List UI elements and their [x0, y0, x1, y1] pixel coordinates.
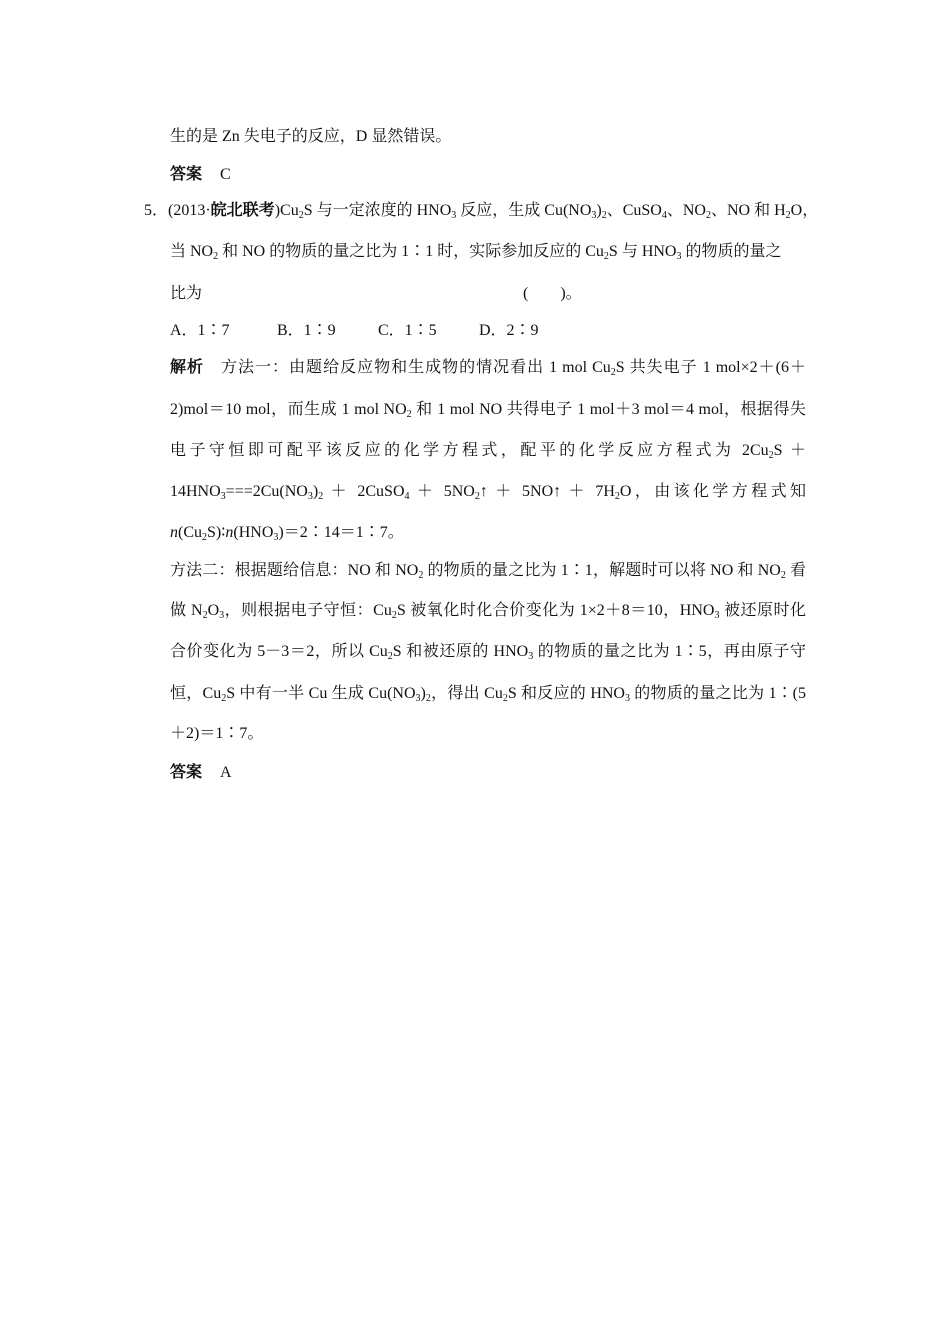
solution-text: 合价变化为 5－3＝2，所以 Cu — [170, 643, 388, 660]
stem-text: 当 NO — [170, 243, 214, 260]
solution-text: 方法二：根据题给信息：NO 和 NO — [170, 562, 419, 579]
stem-text: 、NO 和 H — [710, 202, 786, 219]
stem-text: ) — [596, 202, 602, 219]
option-b: B．1∶9 — [277, 322, 336, 339]
stem-text: 的物质的量之 — [681, 243, 782, 260]
solution-text: ＋ 2CuSO — [323, 483, 405, 500]
question-source: 皖北联考 — [210, 202, 275, 219]
solution-text: ，则根据电子守恒：Cu — [224, 602, 392, 619]
source-close: ) — [274, 202, 281, 219]
solution-text: 的物质的量之比为 1∶1，解题时可以将 NO 和 NO — [423, 562, 781, 579]
subscript: 2 — [418, 570, 424, 581]
subscript: 2 — [601, 210, 607, 221]
prev-explanation-line: 生的是 Zn 失电子的反应，D 显然错误。 — [170, 128, 452, 145]
subscript: 3 — [676, 251, 682, 262]
solution-m1-line-1 — [170, 357, 806, 379]
question-5-line-2 — [170, 241, 782, 263]
subscript: 3 — [528, 651, 534, 662]
solution-text: O — [207, 602, 220, 619]
solution-text: 被还原时化 — [719, 602, 806, 619]
solution-text: ===2Cu(NO — [225, 483, 308, 500]
question-number: 5． — [144, 202, 169, 219]
answer-label: 答案 — [170, 764, 203, 781]
solution-text: S 和反应的 HNO — [507, 685, 625, 702]
subscript: 2 — [202, 610, 208, 621]
option-a: A．1∶7 — [170, 322, 230, 339]
answer-label: 答案 — [170, 166, 203, 183]
subscript: 2 — [221, 693, 227, 704]
solution-text: 恒，Cu — [170, 685, 222, 702]
solution-text: ，得出 Cu — [430, 685, 503, 702]
solution-text: 和 1 mol NO 共得电子 1 mol＋3 mol＝4 mol，根据得失 — [411, 401, 806, 418]
subscript: 2 — [202, 532, 207, 543]
subscript: 3 — [451, 210, 457, 221]
subscript: 2 — [502, 693, 508, 704]
solution-text: ) — [312, 483, 319, 500]
answer-value: A — [220, 764, 232, 781]
solution-text: (Cu — [178, 524, 202, 541]
stem-text: S 与一定浓度的 HNO — [303, 202, 452, 219]
solution-text: S 共失电子 1 mol×2＋(6＋ — [615, 359, 806, 376]
italic-n: n — [225, 524, 234, 541]
option-d: D．2∶9 — [479, 322, 539, 339]
subscript: 2 — [768, 450, 774, 461]
solution-text: O，由该化学方程式知 — [619, 483, 806, 500]
subscript: 2 — [614, 491, 620, 502]
subscript: 2 — [603, 251, 609, 262]
solution-text: S ＋ — [773, 442, 806, 459]
answer-value: C — [220, 166, 231, 183]
subscript: 3 — [273, 532, 279, 543]
solution-text: S 中有一半 Cu 生成 Cu(NO — [226, 685, 416, 702]
question-5-line-3: 比为 — [170, 285, 203, 302]
solution-text: 看 — [785, 562, 806, 579]
solution-m1-line-2 — [170, 399, 806, 421]
subscript: 2 — [213, 251, 219, 262]
subscript: 2 — [406, 409, 412, 420]
solution-text: S 被氧化时化合价变化为 1×2＋8＝10，HNO — [396, 602, 715, 619]
solution-text: S)∶ — [207, 524, 226, 541]
solution-m2-line-1 — [170, 560, 806, 582]
solution-m1-equation — [170, 481, 806, 503]
subscript: 2 — [387, 651, 393, 662]
solution-m1-ratio — [170, 522, 404, 544]
stem-text: O， — [790, 202, 819, 219]
subscript: 4 — [404, 491, 410, 502]
solution-text: (HNO — [233, 524, 274, 541]
stem-text: 、CuSO — [606, 202, 662, 219]
subscript: 3 — [220, 491, 226, 502]
subscript: 3 — [307, 491, 313, 502]
italic-n: n — [170, 524, 178, 541]
solution-text: 电子守恒即可配平该反应的化学方程式，配平的化学反应方程式为 2Cu — [170, 442, 769, 459]
solution-text: ＋ 5NO — [409, 483, 475, 500]
solution-text: 的物质的量之比为 1∶5，再由原子守 — [533, 643, 806, 660]
solution-label: 解析 — [170, 359, 205, 376]
subscript: 2 — [298, 210, 304, 221]
source-open: (2013· — [168, 202, 211, 219]
subscript: 2 — [610, 367, 616, 378]
stem-text: 反应，生成 Cu(NO — [456, 202, 592, 219]
solution-m2-line-2 — [170, 600, 806, 622]
subscript: 2 — [391, 610, 397, 621]
subscript: 2 — [785, 210, 791, 221]
solution-text: ↑ ＋ 5NO↑ ＋ 7H — [479, 483, 615, 500]
subscript: 3 — [219, 610, 225, 621]
subscript: 2 — [425, 693, 431, 704]
solution-text: 14HNO — [170, 483, 221, 500]
solution-text: ) — [420, 685, 426, 702]
stem-text: 、NO — [666, 202, 706, 219]
solution-text: 的物质的量之比为 1∶(5 — [630, 685, 806, 702]
solution-text: )＝2∶14＝1∶7。 — [278, 524, 404, 541]
solution-m1-line-3 — [170, 440, 806, 462]
option-c: C．1∶5 — [378, 322, 437, 339]
stem-text: Cu — [280, 202, 299, 219]
subscript: 3 — [415, 693, 421, 704]
solution-text: 方法一：由题给反应物和生成物的情况看出 1 mol Cu — [220, 359, 611, 376]
answer-blank: ( )。 — [523, 285, 582, 302]
question-5-line-1 — [144, 200, 819, 222]
subscript: 2 — [780, 570, 786, 581]
subscript: 3 — [625, 693, 630, 704]
prev-answer — [170, 164, 231, 186]
solution-text: S 和被还原的 HNO — [392, 643, 529, 660]
solution-m2-line-5: ＋2)＝1∶7。 — [170, 725, 264, 742]
solution-text: 2)mol＝10 mol，而生成 1 mol NO — [170, 401, 407, 418]
solution-m2-line-4 — [170, 683, 806, 705]
subscript: 2 — [705, 210, 711, 221]
solution-text: 做 N — [170, 602, 203, 619]
stem-text: 和 NO 的物质的量之比为 1∶1 时，实际参加反应的 Cu — [218, 243, 604, 260]
solution-m2-line-3 — [170, 641, 806, 663]
subscript: 2 — [474, 491, 480, 502]
subscript: 3 — [591, 210, 597, 221]
stem-text: S 与 HNO — [608, 243, 677, 260]
subscript: 3 — [714, 610, 720, 621]
final-answer — [170, 762, 232, 784]
subscript: 4 — [661, 210, 667, 221]
subscript: 2 — [318, 491, 324, 502]
